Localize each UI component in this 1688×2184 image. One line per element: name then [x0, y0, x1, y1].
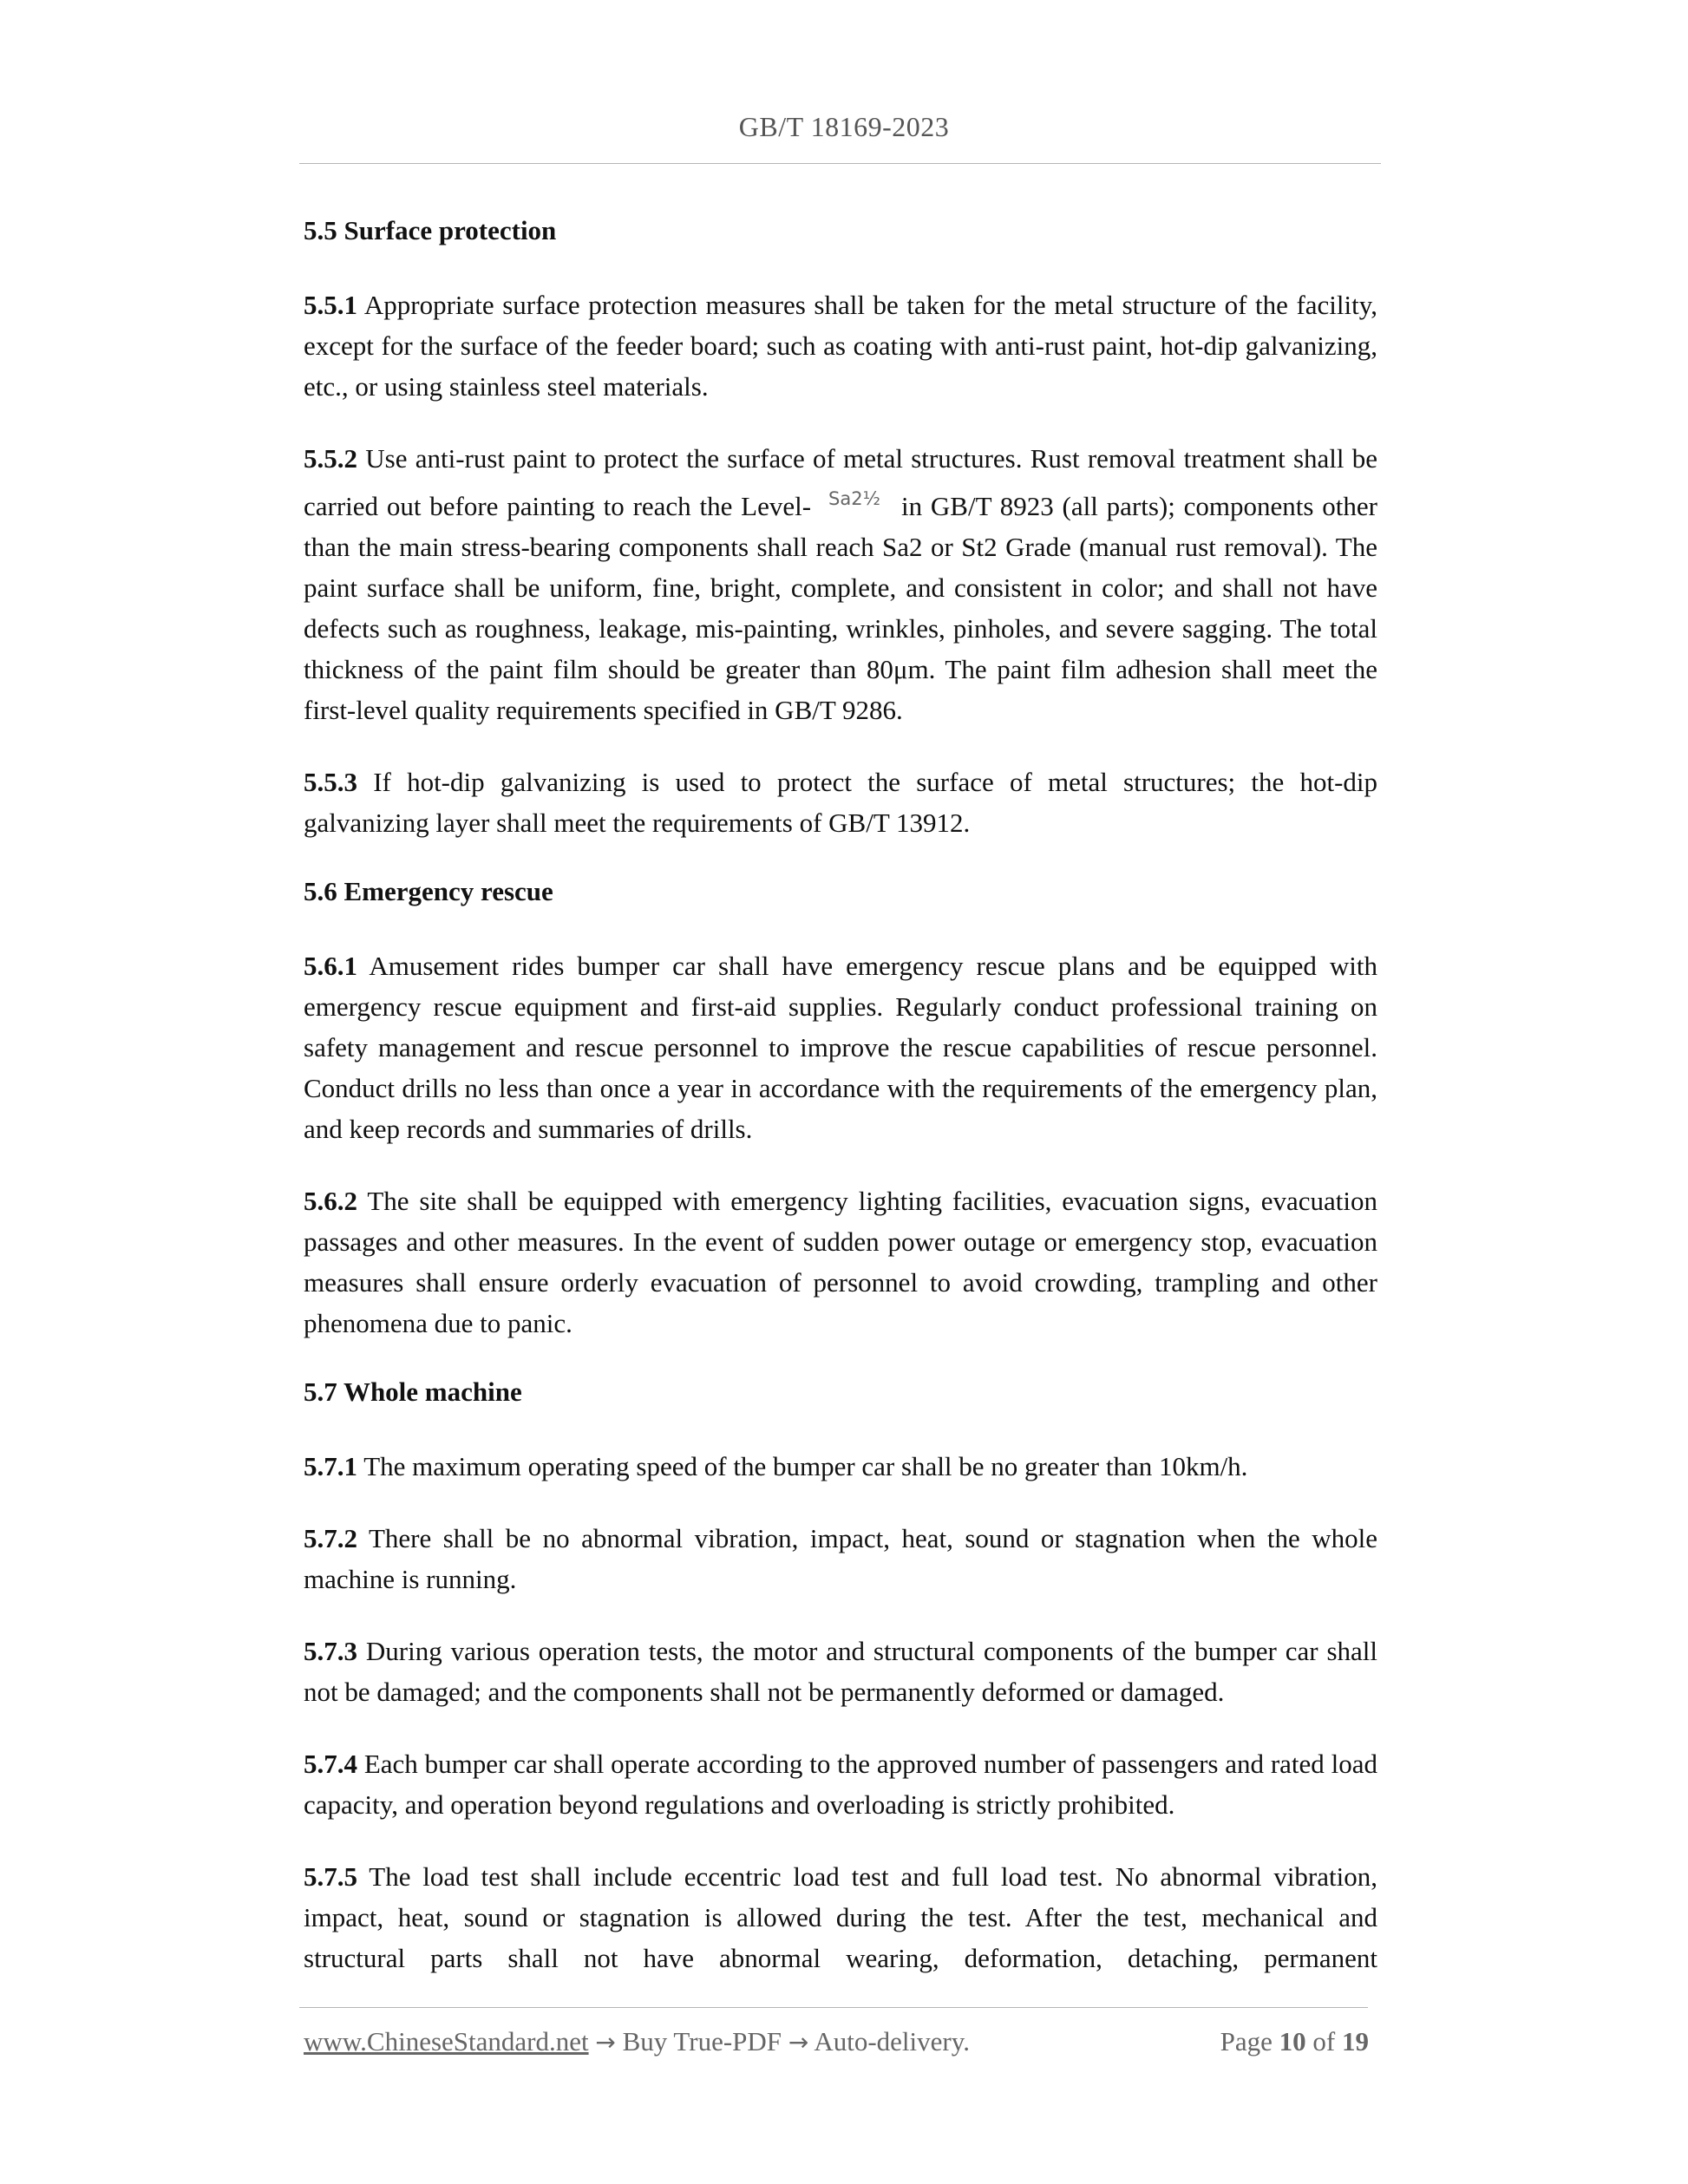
clause-text: The maximum operating speed of the bumper car shall be no greater than 10km/h.: [363, 1451, 1248, 1481]
footer-promo: [304, 2026, 970, 2057]
section-heading-5-6: 5.6 Emergency rescue: [304, 876, 553, 906]
clause-5-5-3: [304, 762, 1377, 843]
clause-5-6-1: [304, 945, 1377, 1149]
page-footer: [304, 2026, 1369, 2070]
clause-5-7-4: [304, 1743, 1377, 1825]
clause-text: The load test shall include eccentric load test and full load test. No abnormal vibration, impact, heat, sound or stagnation is allowed during the test. After the test, mechanical and structural parts shall not have abnormal wearing, deformation, detaching, permanent: [304, 1861, 1377, 1973]
clause-text: Appropriate surface protection measures shall be taken for the metal structure of the facility, except for the surface of the feeder board; such as coating with anti-rust paint, hot-dip galvanizing, etc., or using stainless steel materials.: [304, 290, 1377, 402]
clause-number: 5.7.5: [304, 1861, 357, 1892]
clause-number: 5.7.2: [304, 1523, 357, 1553]
clause-text-part-1: Use anti-rust paint to protect the surface of metal structures. Rust removal treatment shall be carried out before painting to reach the Level-: [304, 443, 1377, 521]
clause-text: There shall be no abnormal vibration, impact, heat, sound or stagnation when the whole machine is running.: [304, 1523, 1377, 1594]
clause-text: Amusement rides bumper car shall have emergency rescue plans and be equipped with emergency rescue equipment and first-aid supplies. Regularly conduct professional training on safety management and rescue personnel to improve the rescue capabilities of rescue personnel. Conduct drills no less than once a year in accordance with the requirements of the emergency plan, and keep records and summaries of drills.: [304, 951, 1377, 1144]
document-body: [304, 213, 1377, 2010]
clause-5-7-1: [304, 1446, 1377, 1487]
buy-true-pdf-text: Buy True-PDF: [622, 2026, 782, 2056]
clause-text: During various operation tests, the motor and structural components of the bumper car shall not be damaged; and the components shall not be permanently deformed or damaged.: [304, 1636, 1377, 1707]
page-indicator: [1220, 2026, 1369, 2057]
document-header-title: GB/T 18169-2023: [738, 111, 950, 142]
clause-number: 5.7.4: [304, 1749, 357, 1779]
clause-5-5-2: [304, 438, 1377, 730]
clause-5-7-3: [304, 1631, 1377, 1712]
arrow-right-icon: →: [595, 2028, 616, 2056]
clause-number: 5.5.1: [304, 290, 357, 320]
clause-number: 5.6.2: [304, 1186, 357, 1216]
auto-delivery-text: Auto-delivery.: [814, 2026, 970, 2056]
section-heading-5-5: 5.5 Surface protection: [304, 215, 557, 245]
clause-number: 5.5.2: [304, 443, 357, 474]
chinesestandard-link[interactable]: www.ChineseStandard.net: [304, 2026, 589, 2056]
clause-5-7-5: [304, 1856, 1377, 1978]
clause-number: 5.7.3: [304, 1636, 357, 1666]
header-divider: [299, 163, 1381, 164]
clause-text: The site shall be equipped with emergency lighting facilities, evacuation signs, evacuation passages and other measures. In the event of sudden power outage or emergency stop, evacuation measures shall ensure orderly evacuation of personnel to avoid crowding, trampling and other phenomena due to panic.: [304, 1186, 1377, 1338]
clause-5-7-2: [304, 1518, 1377, 1599]
footer-divider: [299, 2007, 1368, 2008]
sa-grade-mark: Sa2½: [828, 488, 880, 509]
section-heading-5-7: 5.7 Whole machine: [304, 1376, 522, 1407]
clause-5-6-2: [304, 1180, 1377, 1344]
page-total: 19: [1342, 2026, 1369, 2056]
page-current: 10: [1279, 2026, 1306, 2056]
page-of-label: of: [1312, 2026, 1336, 2056]
arrow-right-icon: →: [788, 2028, 809, 2056]
clause-number: 5.7.1: [304, 1451, 357, 1481]
clause-number: 5.5.3: [304, 767, 357, 797]
clause-5-5-1: [304, 284, 1377, 407]
page-label: Page: [1220, 2026, 1273, 2056]
clause-number: 5.6.1: [304, 951, 357, 981]
clause-text-part-2: in GB/T 8923 (all parts); components other than the main stress-bearing components shall reach Sa2 or St2 Grade (manual rust removal). The paint surface shall be uniform, fine, bright, complete, and consistent in color; and shall not have defects such as roughness, leakage, mis-painting, wrinkles, pinholes, and severe sagging. The total thickness of the paint film should be greater than 80μm. The paint film adhesion shall meet the first-level quality requirements specified in GB/T 9286.: [304, 491, 1377, 725]
clause-text: Each bumper car shall operate according to the approved number of passengers and rated load capacity, and operation beyond regulations and overloading is strictly prohibited.: [304, 1749, 1377, 1820]
clause-text: If hot-dip galvanizing is used to protect the surface of metal structures; the hot-dip galvanizing layer shall meet the requirements of GB/T 13912.: [304, 767, 1378, 838]
